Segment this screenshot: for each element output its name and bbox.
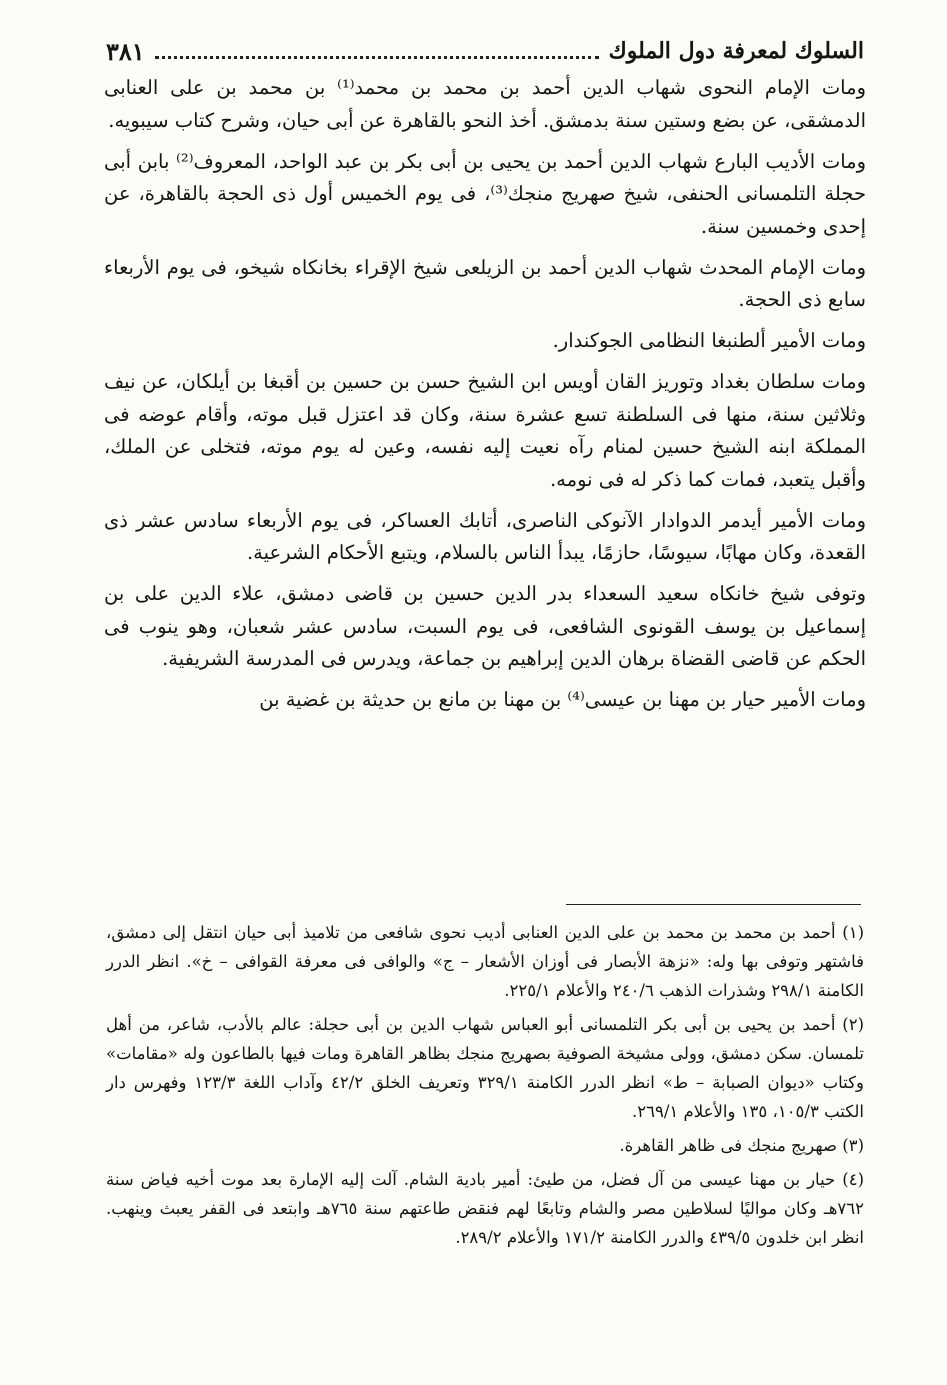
- paragraph: وتوفى شيخ خانكاه سعيد السعداء بدر الدين حسين بن قاضى دمشق، علاء الدين على بن إسماعيل بن يوسف القونوى الشافعى، فى يوم السبت، سادس عشر شعبان، وهو ينوب فى الحكم عن قاضى القضاة برهان الدين إبراهيم بن جماعة، ويدرس فى المدرسة الشريفية.: [104, 582, 866, 670]
- paragraph: ومات الأمير حيار بن مهنا بن عيسى⁽⁴⁾ بن مهنا بن مانع بن حديثة بن غضية بن: [259, 688, 866, 711]
- footnote: (١) أحمد بن محمد بن محمد بن على الدين العنابى أديب نحوى شافعى من تلاميذ أبى حيان انتقل إلى دمشق، فاشتهر وتوفى بها وله: «نزهة الأبصار فى أوزان الأشعار – ج» والوافى فى معرفة القوافى – خ». انظر الدرر الكامنة ٢٩٨/١ وشذرات الذهب ٢٤٠/٦ والأعلام ٢٢٥/١.: [106, 923, 864, 1000]
- paragraph: ومات سلطان بغداد وتوريز القان أويس ابن الشيخ حسن بن حسين بن أقبغا بن أيلكان، عن نيف وثلاثين سنة، منها فى السلطنة تسع عشرة سنة، وكان قد اعتزل قبل موته، وأقام عوضه فى المملكة ابنه الشيخ حسين لمنام رآه نعيت إليه نفسه، وعين له يوم موته، فتخلى عن الملك، وأقبل يتعبد، فمات كما ذكر له فى نومه.: [104, 370, 866, 491]
- paragraph: ومات الأمير أيدمر الدوادار الآنوكى الناصرى، أتابك العساكر، فى يوم الأربعاء سادس عشر ذى القعدة، وكان مهابًا، سيوسًا، حازمًا، يبدأ الناس بالسلام، ويتبع الأحكام الشرعية.: [104, 508, 866, 564]
- header-leader-dots: [155, 56, 599, 59]
- footnote-divider: [566, 904, 861, 905]
- paragraph: ومات الإمام النحوى شهاب الدين أحمد بن محمد بن محمد⁽¹⁾ بن محمد بن على العنابى الدمشقى، عن بضع وستين سنة بدمشق. أخذ النحو بالقاهرة عن أبى حيان، وشرح كتاب سيبويه.: [104, 76, 866, 132]
- page-header: [106, 30, 864, 72]
- paragraph: ومات الأمير ألطنبغا النظامى الجوكندار.: [552, 329, 866, 352]
- paragraph: ومات الأديب البارع شهاب الدين أحمد بن يحيى بن أبى بكر بن عبد الواحد، المعروف⁽²⁾ بابن أبى حجلة التلمسانى الحنفى، شيخ صهريج منجك⁽³⁾، فى يوم الخميس أول ذى الحجة بالقاهرة، عن إحدى وخمسين سنة.: [104, 149, 867, 238]
- page-number: ٣٨١: [106, 36, 145, 66]
- paragraph: ومات الإمام المحدث شهاب الدين أحمد بن الزيلعى شيخ الإقراء بخانكاه شيخو، فى يوم الأربعاء سابع ذى الحجة.: [104, 255, 866, 311]
- running-title: السلوك لمعرفة دول الملوك: [608, 38, 864, 64]
- footnotes: [106, 918, 864, 1257]
- footnote: (٢) أحمد بن يحيى بن أبى بكر التلمسانى أبو العباس شهاب الدين بن أبى حجلة: عالم بالأدب، شاعر، من أهل تلمسان. سكن دمشق، وولى مشيخة الصوفية بصهريج منجك بظاهر القاهرة ومات فيها بالطاعون وله «مقامات» وكتاب «ديوان الصبابة – ط» انظر الدرر الكامنة ٣٢٩/١ وتعريف الخلق ٤٢/٢ وآداب اللغة ١٢٣/٣ وفهرس دار الكتب ١٠٥/٣، ١٣٥ والأعلام ٢٦٩/١.: [106, 1015, 864, 1121]
- main-text: [104, 72, 866, 725]
- footnote: (٤) حيار بن مهنا عيسى من آل فضل، من طيئ: أمير بادية الشام. آلت إليه الإمارة بعد موت أخيه فياض سنة ٧٦٢هـ وكان مواليًا لسلاطين مصر والشام وتابعًا لهم فنقض طاعتهم سنة ٧٦٥هـ وابتعد فى القفر يعبث وينهب. انظر ابن خلدون ٤٣٩/٥ والدرر الكامنة ١٧١/٢ والأعلام ٢٨٩/٢.: [106, 1170, 864, 1247]
- footnote: (٣) صهريج منجك فى ظاهر القاهرة.: [619, 1136, 864, 1155]
